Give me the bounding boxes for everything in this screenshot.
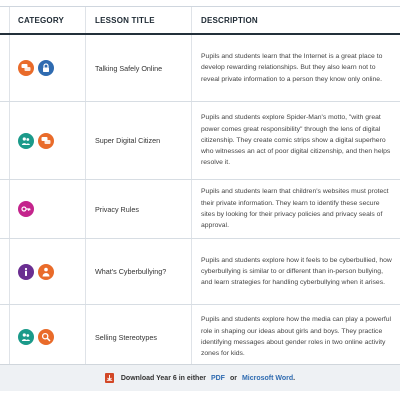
download-bar (0, 364, 400, 391)
speech-bubbles-icon (38, 133, 54, 149)
or-text: or (229, 374, 237, 382)
table-row (0, 180, 400, 239)
header-lesson-title: LESSON TITLE (86, 7, 192, 33)
people-icon (18, 133, 34, 149)
people-icon (18, 329, 34, 345)
table-row (0, 305, 400, 370)
table-row (0, 239, 400, 305)
category-cell (10, 35, 86, 101)
period-text: . (293, 374, 296, 382)
lesson-description: Pupils and students explore how the media can play a powerful role in shaping our ideas about girls and boys. They practice identifying messages about gender roles in two online activity zones for kids. (201, 316, 392, 358)
download-text: Download Year 6 in either (120, 374, 206, 382)
magnifier-icon (38, 329, 54, 345)
speech-bubbles-icon (18, 60, 34, 76)
lesson-title[interactable]: Talking Safely Online (86, 35, 192, 101)
lesson-title[interactable]: What's Cyberbullying? (86, 239, 192, 304)
row-edge (0, 102, 10, 179)
row-edge (0, 35, 10, 101)
lesson-title[interactable]: Super Digital Citizen (86, 102, 192, 179)
header-description: DESCRIPTION (201, 15, 258, 25)
row-edge (0, 305, 10, 369)
lesson-title[interactable]: Privacy Rules (86, 180, 192, 238)
lesson-description: Pupils and students learn that the Internet is a great place to develop rewarding relationships. But they also learn not to reveal private information to a person they know only online. (201, 53, 383, 83)
category-cell (10, 239, 86, 304)
table-header (0, 7, 400, 35)
lesson-table (0, 6, 400, 370)
category-cell (10, 305, 86, 369)
header-category: CATEGORY (10, 7, 86, 33)
lesson-description: Pupils and students explore how it feels to be cyberbullied, how cyberbullying is similar to or different than in-person bullying, and learn strategies for handling cyberbullying when it arises. (201, 256, 392, 287)
word-link[interactable]: Microsoft Word (241, 374, 294, 382)
category-cell (10, 102, 86, 179)
row-edge (0, 180, 10, 238)
row-edge (0, 239, 10, 304)
row-edge (0, 7, 10, 33)
pdf-link[interactable]: PDF (210, 374, 225, 382)
lock-icon (38, 60, 54, 76)
lesson-title[interactable]: Selling Stereotypes (86, 305, 192, 369)
lesson-description: Pupils and students learn that children's websites must protect their private information. They learn to identify these secure sites by looking for their privacy policies and privacy seals of approval. (201, 188, 389, 230)
table-row (0, 102, 400, 180)
info-icon (18, 264, 34, 280)
table-row (0, 35, 400, 102)
category-cell (10, 180, 86, 238)
lesson-description: Pupils and students explore Spider-Man's motto, "with great power comes great responsibility" through the lens of digital citizenship. They create comic strips show a digital superhero who witnesses an act of poor digital citizenship, and then helps resolve it. (201, 114, 391, 167)
person-icon (38, 264, 54, 280)
pdf-file-icon (105, 373, 114, 383)
key-icon (18, 201, 34, 217)
